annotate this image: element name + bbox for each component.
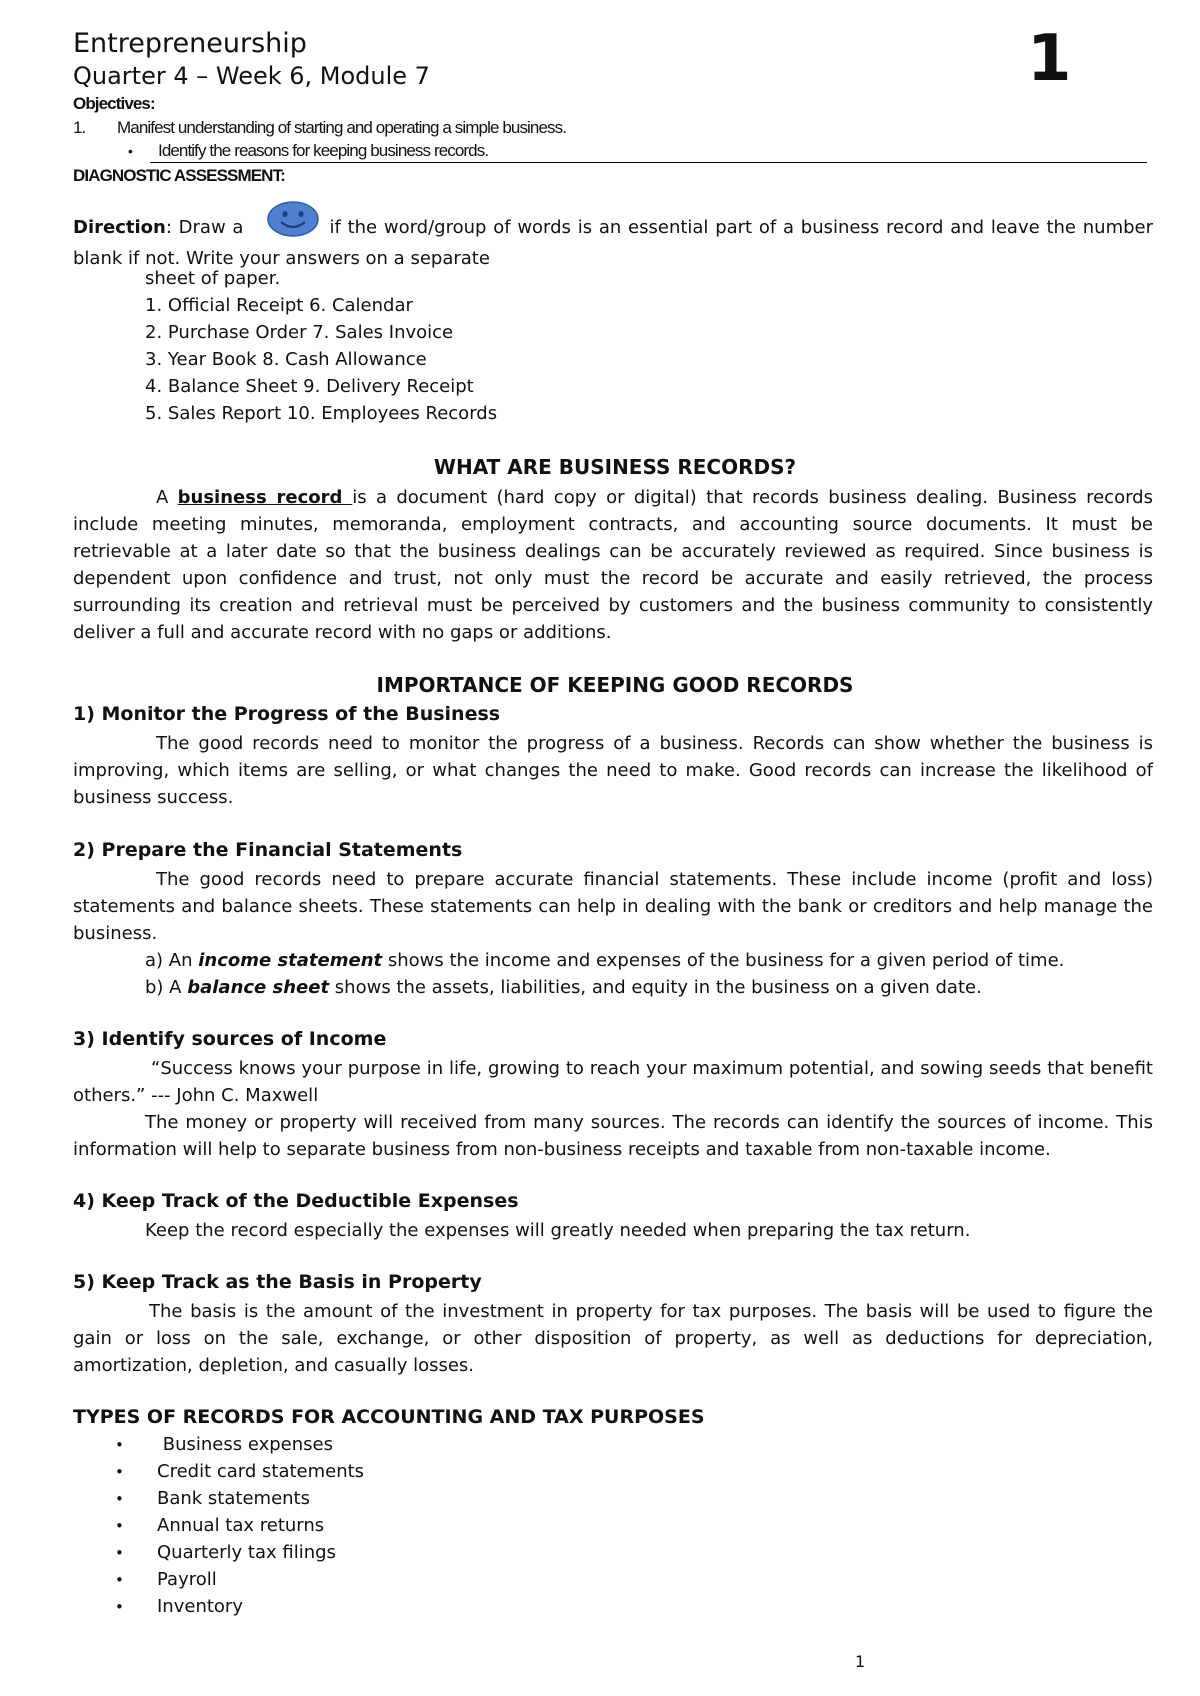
direction-paragraph — [73, 211, 1153, 272]
objective-bullet-text: Identify the reasons for keeping business records. — [158, 141, 489, 160]
business-record-term: business record — [177, 487, 353, 508]
definition-text: a) An — [145, 950, 199, 971]
bullet-icon: • — [115, 1463, 124, 1481]
diagnostic-item: 1. Official Receipt 6. Calendar — [145, 295, 413, 316]
quote-paragraph: “Success knows your purpose in life, growing to reach your maximum potential, and sowing seeds that benefit others.” --- John C. Maxwell — [73, 1058, 1153, 1106]
subsection-paragraph: The basis is the amount of the investment in property for tax purposes. The basis will be used to figure the gain or loss on the sale, exchange, or other disposition of property, as well as deductions for depreciation, amortization, depletion, and casually losses. — [73, 1301, 1153, 1376]
objective-item-text: Manifest understanding of starting and operating a simple business. — [117, 118, 567, 137]
subsection-heading: 4) Keep Track of the Deductible Expenses — [73, 1190, 519, 1212]
list-item-text: Business expenses — [157, 1434, 333, 1455]
definition-text: b) A — [145, 977, 188, 998]
direction-pre-text: : Draw a — [165, 217, 244, 238]
subsection-heading: 2) Prepare the Financial Statements — [73, 839, 463, 861]
document-title: Entrepreneurship — [73, 28, 307, 59]
paragraph-text: A — [156, 487, 178, 508]
bullet-icon: • — [115, 1598, 124, 1616]
definition-line — [145, 974, 982, 1001]
module-number: 1 — [1027, 22, 1072, 96]
balance-sheet-term: balance sheet — [187, 977, 330, 998]
list-item — [115, 1569, 217, 1590]
types-heading: TYPES OF RECORDS FOR ACCOUNTING AND TAX PURPOSES — [73, 1406, 705, 1428]
paragraph-text: is a document (hard copy or digital) that records business dealing. Business records include meeting minutes, memoranda, employment contracts, and accounting source documents. It must be retrievable at a later date so that the business dealings can be accurately reviewed as required. Since business is dependent upon confidence and trust, not only must the record be accurate and easily retrieved, the process surrounding its creation and retrieval must be perceived by customers and the business community to consistently deliver a full and accurate record with no gaps or additions. — [73, 487, 1153, 643]
list-item — [115, 1515, 324, 1536]
section-heading: IMPORTANCE OF KEEPING GOOD RECORDS — [376, 673, 854, 697]
subsection-paragraph: The money or property will received from many sources. The records can identify the sources of income. This information will help to separate business from non-business receipts and taxable from non-taxable income. — [73, 1112, 1153, 1160]
smiley-face-icon — [267, 201, 319, 245]
bullet-icon: • — [115, 1490, 124, 1508]
list-item-text: Quarterly tax filings — [157, 1542, 336, 1563]
list-item — [115, 1488, 310, 1509]
bullet-icon: • — [115, 1517, 124, 1535]
subsection-heading: 3) Identify sources of Income — [73, 1028, 387, 1050]
direction-continuation: sheet of paper. — [145, 268, 281, 289]
subsection-paragraph: Keep the record especially the expenses will greatly needed when preparing the tax return. — [145, 1220, 971, 1241]
bullet-icon: • — [115, 1544, 124, 1562]
section-heading: WHAT ARE BUSINESS RECORDS? — [433, 455, 797, 479]
objective-item — [73, 118, 566, 138]
diagnostic-item: 5. Sales Report 10. Employees Records — [145, 403, 498, 424]
subsection-paragraph: The good records need to monitor the progress of a business. Records can show whether the business is improving, which items are selling, or what changes the need to make. Good records can increase the likelihood of business success. — [73, 733, 1153, 808]
bullet-icon: • — [115, 1436, 124, 1454]
business-record-paragraph — [73, 484, 1153, 646]
objectives-heading: Objectives: — [73, 94, 155, 113]
direction-label: Direction — [73, 217, 166, 238]
page-number: 1 — [855, 1652, 866, 1671]
definition-text: shows the assets, liabilities, and equity in the business on a given date. — [329, 977, 982, 998]
list-item — [115, 1596, 243, 1617]
bullet-icon: • — [115, 1571, 124, 1589]
bullet-icon: • — [128, 143, 133, 159]
diagnostic-item: 4. Balance Sheet 9. Delivery Receipt — [145, 376, 474, 397]
list-item — [115, 1434, 333, 1455]
diagnostic-heading: DIAGNOSTIC ASSESSMENT: — [73, 166, 285, 185]
list-item-text: Credit card statements — [157, 1461, 365, 1482]
objective-item-number: 1. — [73, 118, 86, 137]
direction-post-text: if the word/group of words is an essential part of a business record and leave the number blank if not. Write your answers on a separate — [73, 217, 1153, 269]
subsection-paragraph: The good records need to prepare accurate financial statements. These include income (profit and loss) statements and balance sheets. These statements can help in dealing with the bank or creditors and help manage the business. — [73, 869, 1153, 944]
document-subtitle: Quarter 4 – Week 6, Module 7 — [73, 62, 430, 90]
list-item — [115, 1542, 336, 1563]
diagnostic-item: 2. Purchase Order 7. Sales Invoice — [145, 322, 454, 343]
definition-text: shows the income and expenses of the business for a given period of time. — [382, 950, 1065, 971]
diagnostic-item: 3. Year Book 8. Cash Allowance — [145, 349, 427, 370]
definition-line — [145, 947, 1064, 974]
income-statement-term: income statement — [198, 950, 383, 971]
list-item-text: Inventory — [157, 1596, 243, 1617]
list-item-text: Annual tax returns — [157, 1515, 325, 1536]
subsection-heading: 1) Monitor the Progress of the Business — [73, 703, 501, 725]
subsection-heading: 5) Keep Track as the Basis in Property — [73, 1271, 482, 1293]
horizontal-rule — [150, 162, 1147, 163]
list-item-text: Payroll — [157, 1569, 217, 1590]
list-item — [115, 1461, 364, 1482]
list-item-text: Bank statements — [157, 1488, 310, 1509]
objective-bullet — [128, 141, 488, 161]
